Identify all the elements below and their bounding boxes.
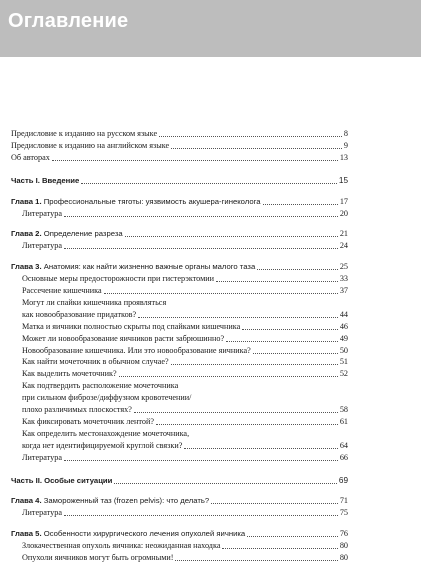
toc-entry-title: Матка и яичники полностью скрыты под спайками кишечника — [22, 321, 241, 331]
toc-page-number: 76 — [339, 529, 348, 539]
toc-entry[interactable] — [0, 333, 421, 345]
toc-leader-dots — [175, 560, 338, 561]
toc-chapter-title — [11, 196, 261, 208]
toc-page-number: 80 — [339, 553, 348, 562]
toc-leader-dots — [222, 548, 338, 549]
toc-entry-title: плохо различимых плоскостях? — [22, 405, 132, 414]
toc-entry-title: Как подтвердить расположение мочеточника — [22, 381, 179, 391]
toc-entry[interactable] — [0, 285, 421, 297]
toc-leader-dots — [253, 353, 338, 354]
chapter-title-text: Замороженный таз (frozen pelvis): что делать? — [41, 496, 210, 506]
toc-entry[interactable] — [0, 208, 421, 220]
toc-entry-title: Как найти мочеточник в обычном случае? — [22, 357, 169, 367]
chapter-title-text: Профессиональные тяготы: уязвимость акушера-гинеколога — [41, 196, 261, 206]
toc-entry[interactable] — [0, 507, 421, 519]
toc-entry-title: Может ли новообразование яичников расти забрюшинно? — [22, 333, 225, 343]
toc-entry-title: Основные меры предосторожности при гистерэктомии — [22, 274, 215, 284]
toc-leader-dots — [64, 248, 338, 249]
toc-entry-title: Злокачественная опухоль яичника: неожиданная находка — [22, 541, 221, 551]
toc-leader-dots — [171, 148, 342, 149]
toc-leader-dots — [257, 269, 338, 270]
toc-entry-title: Предисловие к изданию на английском языке — [11, 140, 170, 150]
toc-entry[interactable] — [0, 540, 421, 552]
toc-entry[interactable] — [0, 356, 421, 368]
toc-entry-title: при сильном фиброзе/диффузном кровотечении/ — [22, 393, 192, 403]
toc-entry-title: Рассечение кишечника — [22, 286, 102, 295]
chapter-label: Глава 3. — [11, 262, 42, 272]
toc-page-number: 58 — [339, 405, 348, 414]
toc-entry-title: Литература — [22, 241, 62, 251]
toc-page-number: 66 — [339, 452, 348, 462]
toc-entry[interactable] — [0, 368, 421, 380]
toc-part-title: Часть II. Особые ситуации — [11, 475, 113, 485]
toc-leader-dots — [159, 136, 342, 137]
toc-leader-dots — [134, 412, 338, 413]
toc-leader-dots — [119, 376, 338, 377]
toc-leader-dots — [263, 204, 338, 205]
header-band — [0, 0, 421, 57]
toc-leader-dots — [52, 160, 338, 161]
toc-entry-title: Как выделить мочеточник? — [22, 369, 117, 379]
toc-page-number: 64 — [339, 440, 348, 450]
toc-entry-title: Могут ли спайки кишечника проявляться — [22, 297, 167, 307]
toc-entry[interactable] — [0, 128, 421, 140]
toc-page-number: 50 — [339, 345, 348, 355]
toc-page-number: 80 — [339, 541, 348, 551]
chapter-title-text: Особенности хирургического лечения опухолей яичника — [41, 529, 246, 539]
toc-entry-title: Литература — [22, 208, 62, 218]
chapter-title-text: Определение разреза — [41, 229, 123, 239]
toc-chapter-title — [11, 228, 123, 240]
toc-page-number: 8 — [343, 129, 348, 138]
toc-page-number: 21 — [339, 229, 348, 239]
toc-leader-dots — [247, 536, 338, 537]
toc-page-number: 20 — [339, 208, 348, 218]
toc-entry-title: Литература — [22, 508, 62, 518]
toc-entry[interactable] — [0, 297, 421, 309]
toc-entry[interactable] — [0, 428, 421, 440]
toc-entry-title: Опухоли яичников могут быть огромными! — [22, 553, 174, 562]
toc-entry[interactable] — [0, 380, 421, 392]
toc-page-number: 46 — [339, 321, 348, 331]
toc-leader-dots — [171, 364, 338, 365]
toc-entry-title: Предисловие к изданию на русском языке — [11, 129, 158, 138]
toc-page-number: 51 — [339, 357, 348, 367]
toc-leader-dots — [216, 281, 338, 282]
toc-leader-dots — [64, 515, 338, 516]
toc-entry[interactable] — [0, 196, 421, 208]
toc-leader-dots — [64, 216, 338, 217]
toc-leader-dots — [184, 448, 338, 449]
toc-entry[interactable] — [0, 228, 421, 240]
toc-entry[interactable] — [0, 416, 421, 428]
toc-entry[interactable] — [0, 345, 421, 357]
toc-entry[interactable] — [0, 528, 421, 540]
toc-page-number: 25 — [339, 262, 348, 272]
toc-entry-title: Об авторах — [11, 152, 50, 162]
toc-page-number: 15 — [338, 175, 348, 185]
toc-entry[interactable] — [0, 321, 421, 333]
toc-entry-title: Как определить местонахождение мочеточника, — [22, 428, 190, 438]
toc-chapter-title — [11, 528, 245, 540]
toc-leader-dots — [156, 424, 338, 425]
toc-entry[interactable] — [0, 273, 421, 285]
toc-leader-dots — [81, 183, 337, 184]
toc-leader-dots — [242, 329, 338, 330]
toc-entry[interactable] — [0, 452, 421, 464]
toc-entry[interactable] — [0, 404, 421, 416]
toc-page-number: 49 — [339, 333, 348, 343]
toc-chapter-title — [11, 495, 209, 507]
toc-page-number: 37 — [339, 286, 348, 295]
chapter-label: Глава 2. — [11, 229, 42, 239]
toc-page-number: 69 — [338, 475, 348, 485]
toc-page-number: 75 — [339, 508, 348, 518]
toc-page-number: 44 — [339, 309, 348, 319]
toc-entry[interactable] — [0, 140, 421, 152]
toc-page-number: 17 — [339, 196, 348, 206]
toc-entry[interactable] — [0, 552, 421, 564]
toc-entry[interactable] — [0, 475, 421, 487]
chapter-label: Глава 5. — [11, 529, 42, 539]
toc-part-title: Часть I. Введение — [11, 175, 80, 185]
toc-leader-dots — [64, 460, 338, 461]
toc-page-number: 52 — [339, 369, 348, 379]
toc-entry-title: как новообразование придатков? — [22, 309, 137, 319]
toc-entry-title: Новообразование кишечника. Или это новообразование яичника? — [22, 345, 251, 355]
toc-leader-dots — [226, 341, 338, 342]
chapter-label: Глава 4. — [11, 496, 42, 506]
toc-leader-dots — [114, 483, 337, 484]
toc-page-number: 24 — [339, 241, 348, 251]
toc-leader-dots — [125, 236, 338, 237]
toc-page-number: 71 — [339, 496, 348, 506]
toc-page-number: 61 — [339, 416, 348, 426]
toc-entry[interactable] — [0, 392, 421, 404]
toc-page-number: 33 — [339, 274, 348, 284]
toc-leader-dots — [211, 503, 338, 504]
toc-entry[interactable] — [0, 240, 421, 252]
toc-entry-title: Литература — [22, 452, 62, 462]
toc-leader-dots — [104, 293, 338, 294]
toc-entry[interactable] — [0, 495, 421, 507]
toc-entry[interactable] — [0, 175, 421, 187]
toc-entry[interactable] — [0, 152, 421, 164]
toc-entry-title: Как фиксировать мочеточник лентой? — [22, 416, 154, 426]
toc-leader-dots — [138, 317, 338, 318]
toc-chapter-title — [11, 261, 255, 273]
toc-page-number: 9 — [343, 140, 348, 150]
chapter-label: Глава 1. — [11, 196, 42, 206]
toc-entry-title: когда нет идентифицируемой круглой связки? — [22, 440, 183, 450]
page-title: Оглавление — [8, 10, 129, 32]
toc-entry[interactable] — [0, 309, 421, 321]
toc-entry[interactable] — [0, 261, 421, 273]
toc-entry[interactable] — [0, 440, 421, 452]
toc-page-number: 13 — [339, 152, 348, 162]
chapter-title-text: Анатомия: как найти жизненно важные органы малого таза — [41, 262, 256, 272]
